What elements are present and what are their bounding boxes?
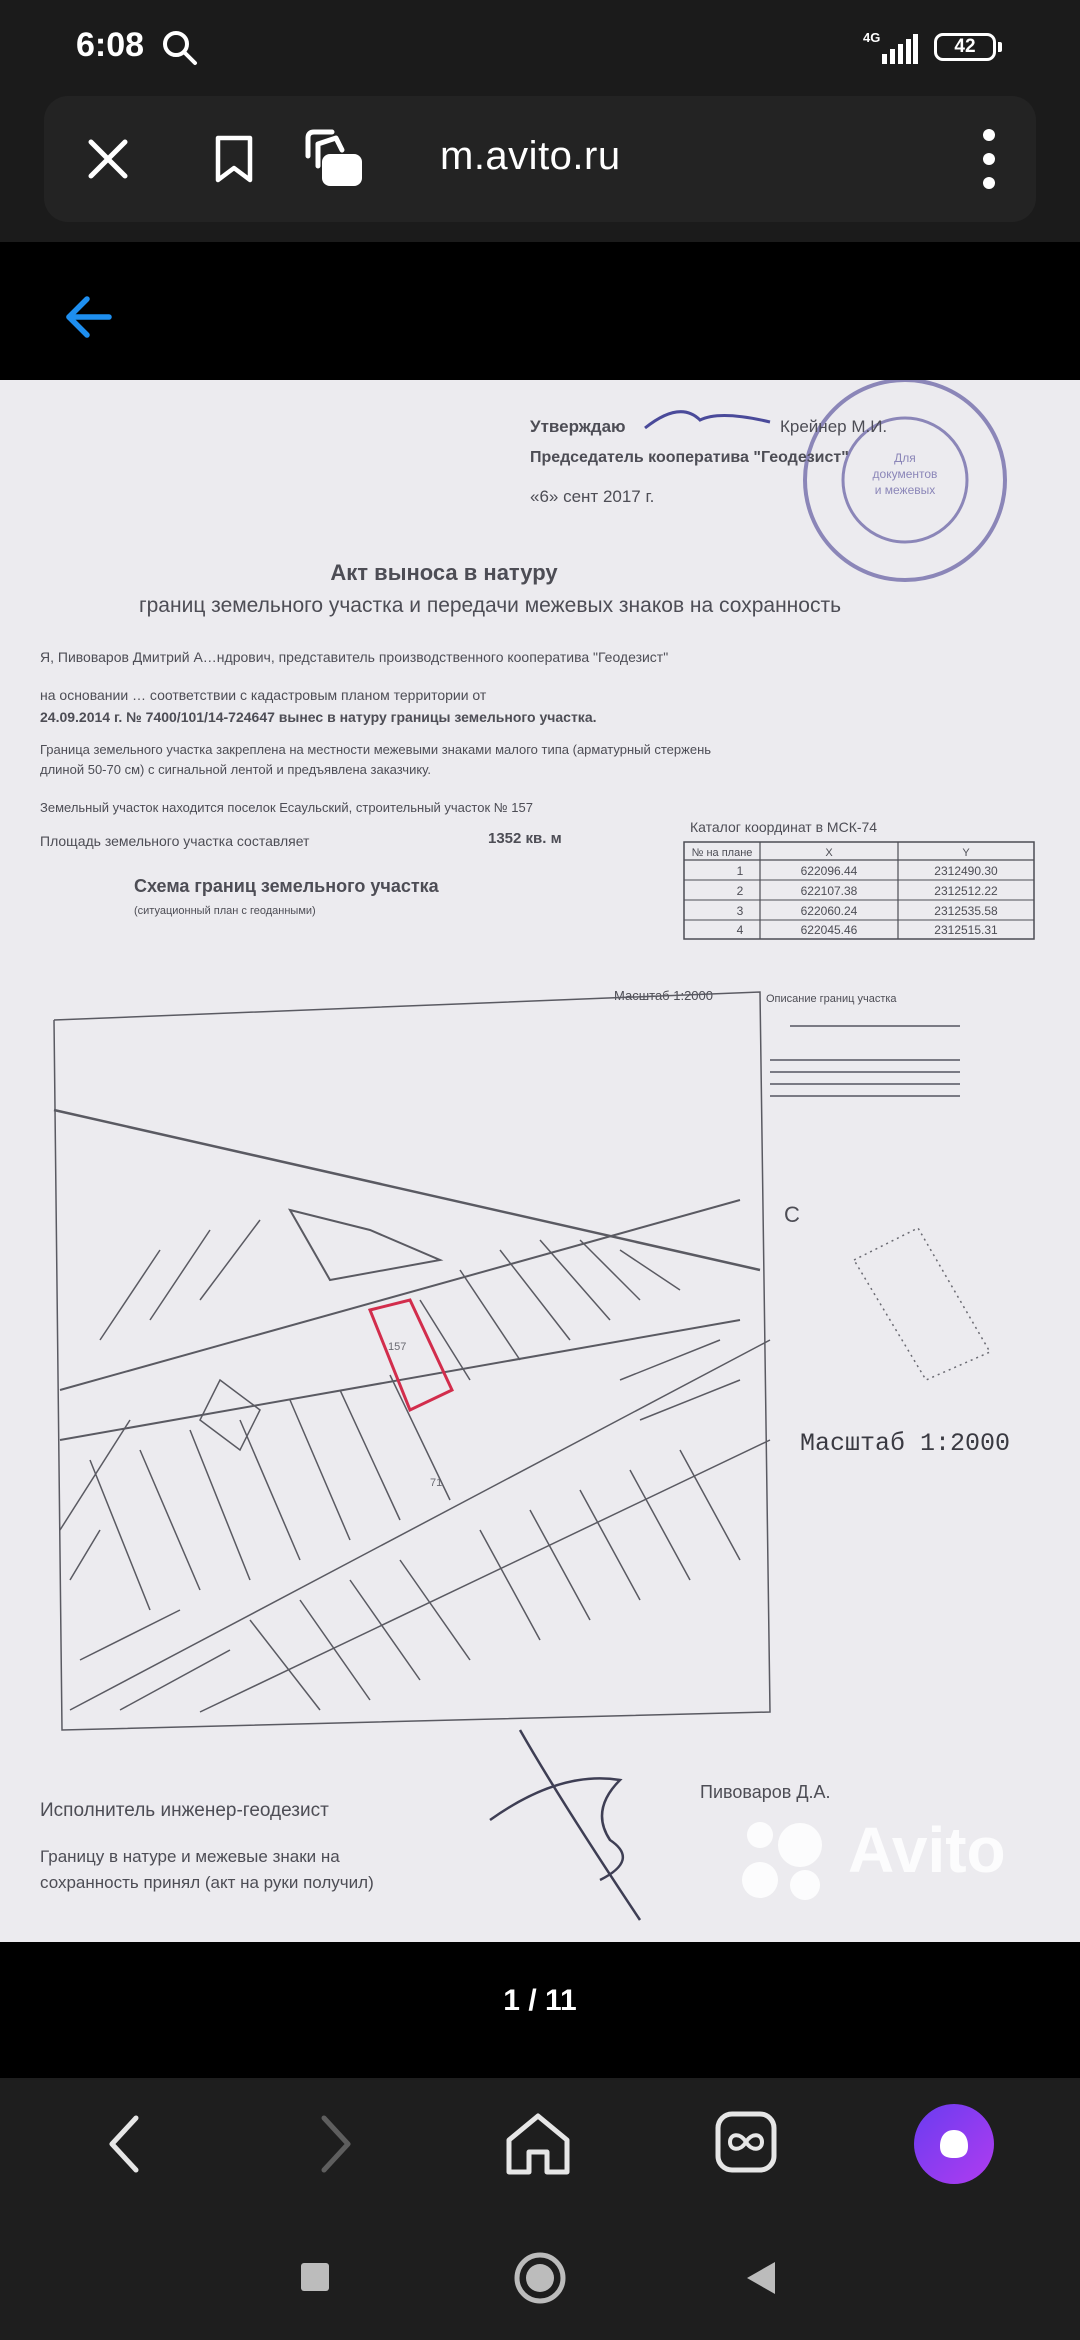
- status-time: 6:08: [76, 26, 145, 64]
- back-icon[interactable]: [94, 2112, 154, 2176]
- boundary-title: Описание границ участка: [766, 993, 897, 1005]
- viewer-header: [0, 242, 1080, 380]
- catalog-cell: 622096.44: [800, 864, 858, 878]
- catalog-header-y: Y: [962, 847, 970, 859]
- approver-name: Крейнер М.И.: [780, 417, 888, 436]
- para-3b: длиной 50-70 см) с сигнальной лентой и предъявлена заказчику.: [40, 762, 431, 777]
- scale-small: Масштаб 1:2000: [614, 988, 713, 1003]
- north-label: С: [784, 1202, 800, 1227]
- catalog-header-no: № на плане: [691, 847, 753, 859]
- approve-label: Утверждаю: [530, 417, 626, 436]
- document-subtitle: границ земельного участка и передачи межевых знаков на сохранность: [138, 594, 842, 617]
- photo-counter-area: [0, 1942, 1080, 2078]
- recents-icon[interactable]: [298, 2260, 332, 2294]
- para-3a: Граница земельного участка закреплена на местности межевыми знаками малого типа (арматурный стержень: [40, 742, 712, 757]
- svg-text:документов: документов: [872, 467, 938, 481]
- back-arrow-icon[interactable]: [56, 292, 120, 342]
- scheme-title: Схема границ земельного участка: [134, 876, 439, 896]
- area-value: 1352 кв. м: [488, 830, 562, 847]
- tabs-switcher-icon[interactable]: [712, 2108, 780, 2176]
- catalog-cell: 3: [736, 904, 744, 918]
- url-text[interactable]: m.avito.ru: [440, 134, 621, 178]
- bookmark-icon[interactable]: [204, 129, 264, 189]
- catalog-cell: 1: [736, 864, 744, 878]
- para-2b: 24.09.2014 г. № 7400/101/14-724647 вынес в натуру границы земельного участка.: [40, 709, 597, 725]
- browser-bottom-nav: [0, 2078, 1080, 2210]
- scheme-note: (ситуационный план с геоданными): [134, 905, 316, 917]
- catalog-cell: 4: [736, 923, 744, 937]
- catalog-cell: 2: [736, 884, 744, 898]
- status-bar: [0, 0, 1080, 92]
- forward-icon[interactable]: [306, 2112, 366, 2176]
- catalog-cell: 2312490.30: [934, 864, 998, 878]
- network-type: 4G: [863, 30, 881, 45]
- executor-label: Исполнитель инженер-геодезист: [40, 1800, 329, 1821]
- battery-tip: [998, 42, 1002, 52]
- catalog-title: Каталог координат в МСК-74: [690, 819, 878, 835]
- system-navigation: [0, 2210, 1080, 2340]
- home-button-icon[interactable]: [512, 2250, 568, 2306]
- para-2a: на основании … соответствии с кадастровым планом территории от: [40, 687, 487, 703]
- scale-large: Масштаб 1:2000: [800, 1429, 1011, 1458]
- tabs-icon[interactable]: [300, 124, 370, 194]
- catalog-cell: 622107.38: [800, 884, 858, 898]
- system-back-icon[interactable]: [740, 2258, 780, 2298]
- catalog-cell: 2312515.31: [934, 923, 998, 937]
- accept-line-1: Границу в натуре и межевые знаки на: [40, 1847, 340, 1866]
- address-bar[interactable]: [44, 96, 1036, 222]
- search-icon: [160, 28, 200, 68]
- listing-photo[interactable]: [0, 380, 1080, 1942]
- lot-label: 71: [430, 1477, 443, 1489]
- avito-watermark-text: Avito: [848, 1814, 1006, 1886]
- browser-toolbar: [0, 92, 1080, 242]
- signal-icon: [882, 34, 918, 64]
- chairman-line: Председатель кооператива "Геодезист": [530, 449, 849, 466]
- area-label: Площадь земельного участка составляет: [40, 833, 310, 849]
- svg-text:и межевых: и межевых: [874, 483, 936, 497]
- close-icon[interactable]: [78, 129, 138, 189]
- executor-name: Пивоваров Д.А.: [700, 1782, 831, 1802]
- location-line: Земельный участок находится поселок Есаульский, строительный участок № 157: [40, 800, 533, 815]
- photo-counter: 1 / 11: [503, 1984, 577, 2017]
- catalog-cell: 622060.24: [800, 904, 858, 918]
- parcel-label: 157: [388, 1341, 407, 1353]
- para-1: Я, Пивоваров Дмитрий А…ндрович, представитель производственного кооператива "Геодезист": [40, 649, 669, 665]
- document-image: [0, 380, 1080, 1942]
- catalog-cell: 2312535.58: [934, 904, 998, 918]
- battery-indicator: 42: [934, 33, 996, 61]
- date-line: «6» сент 2017 г.: [530, 487, 655, 506]
- catalog-cell: 2312512.22: [934, 884, 998, 898]
- home-icon[interactable]: [496, 2106, 580, 2182]
- more-options-icon[interactable]: [964, 124, 1014, 194]
- svg-text:Для: Для: [894, 451, 916, 465]
- catalog-cell: 622045.46: [800, 923, 858, 937]
- accept-line-2: сохранность принял (акт на руки получил): [40, 1873, 374, 1892]
- document-title: Акт выноса в натуру: [330, 560, 558, 585]
- alice-assistant-icon[interactable]: [914, 2104, 994, 2184]
- catalog-header-x: X: [825, 847, 833, 859]
